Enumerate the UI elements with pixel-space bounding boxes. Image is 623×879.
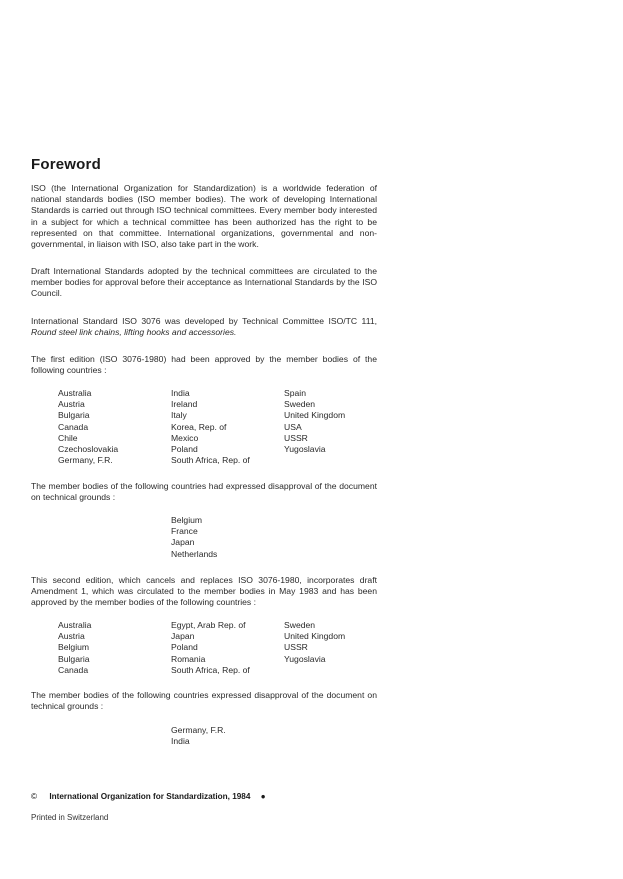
foreword-paragraph-drafts: Draft International Standards adopted by the technical committees are circulated to the member bodies for approval before their acceptance as International Standards by the ISO Council. bbox=[31, 266, 377, 299]
country-item: Yugoslavia bbox=[284, 444, 326, 455]
country-item: Mexico bbox=[171, 432, 199, 443]
country-item: Spain bbox=[284, 388, 306, 398]
country-item: USA bbox=[284, 421, 302, 432]
country-item: India bbox=[171, 736, 190, 747]
foreword-paragraph-iso: ISO (the International Organization for Standardization) is a worldwide federation of national standards bodies (ISO member bodies). The work of developing International Standards is carried out through ISO technical committees. Every member body interested in a subject for which a technical committee has been authorized has the right to be represented on that committee. International organizations, governmental and non-governmental, in liaison with ISO, also take part in the work. bbox=[31, 183, 377, 250]
country-item: Netherlands bbox=[171, 548, 218, 559]
country-item: Romania bbox=[171, 653, 206, 664]
country-item: United Kingdom bbox=[284, 631, 346, 642]
country-column-3 bbox=[284, 388, 345, 455]
copyright-text: International Organization for Standardization, 1984 bbox=[49, 792, 251, 801]
country-item: Japan bbox=[171, 537, 195, 548]
country-item: Chile bbox=[58, 432, 78, 443]
committee-title: Round steel link chains, lifting hooks and accessories. bbox=[31, 327, 237, 338]
second-edition-disapproval-list bbox=[171, 725, 226, 747]
country-item: Australia bbox=[58, 388, 92, 398]
foreword-paragraph-second-edition: This second edition, which cancels and replaces ISO 3076-1980, incorporates draft Amendment 1, which was circulated to the member bodies in May 1983 and has been approved by the member bodies of the following countries : bbox=[31, 575, 377, 608]
country-item: Bulgaria bbox=[58, 410, 90, 421]
country-item: Belgium bbox=[58, 642, 90, 653]
country-item: France bbox=[171, 526, 198, 537]
country-item: USSR bbox=[284, 642, 308, 653]
country-item: Canada bbox=[58, 664, 89, 675]
page-title: Foreword bbox=[31, 156, 101, 173]
country-item: Belgium bbox=[171, 515, 203, 525]
country-item: Germany, F.R. bbox=[171, 725, 226, 735]
country-item: Italy bbox=[171, 410, 187, 421]
country-item: Czechoslovakia bbox=[58, 444, 119, 455]
foreword-paragraph-second-disapproval: The member bodies of the following countries expressed disapproval of the document on technical grounds : bbox=[31, 690, 377, 712]
country-item: Austria bbox=[58, 399, 85, 410]
country-item: South Africa, Rep. of bbox=[171, 664, 250, 675]
first-edition-disapproval-list bbox=[171, 515, 217, 560]
country-column-3 bbox=[284, 620, 345, 665]
foreword-paragraph-development bbox=[31, 316, 377, 338]
country-item: South Africa, Rep. of bbox=[171, 455, 250, 466]
country-column-2 bbox=[171, 620, 250, 676]
country-item: Australia bbox=[58, 620, 92, 630]
country-item: Germany, F.R. bbox=[58, 455, 113, 466]
country-column-2 bbox=[171, 388, 250, 466]
foreword-paragraph-first-disapproval: The member bodies of the following countries had expressed disapproval of the document on technical grounds : bbox=[31, 481, 377, 503]
country-item: Austria bbox=[58, 631, 85, 642]
country-item: Poland bbox=[171, 642, 198, 653]
country-column-1 bbox=[58, 388, 118, 466]
country-item: USSR bbox=[284, 432, 308, 443]
country-item: Sweden bbox=[284, 620, 316, 630]
country-item: Japan bbox=[171, 631, 195, 642]
foreword-paragraph-first-edition: The first edition (ISO 3076-1980) had been approved by the member bodies of the following countries : bbox=[31, 354, 377, 376]
country-item: Yugoslavia bbox=[284, 653, 326, 664]
development-text: International Standard ISO 3076 was developed by Technical Committee ISO/TC 111, bbox=[31, 316, 377, 326]
copyright-icon: © bbox=[31, 792, 38, 801]
country-column-1 bbox=[58, 620, 91, 676]
country-item: India bbox=[171, 388, 190, 398]
country-item: Canada bbox=[58, 421, 89, 432]
bullet-icon: ● bbox=[260, 792, 266, 801]
country-item: Ireland bbox=[171, 399, 198, 410]
country-item: Sweden bbox=[284, 399, 316, 410]
copyright-line bbox=[31, 792, 266, 801]
country-item: Korea, Rep. of bbox=[171, 421, 227, 432]
country-item: Poland bbox=[171, 444, 198, 455]
printed-in-note: Printed in Switzerland bbox=[31, 813, 109, 822]
country-item: Egypt, Arab Rep. of bbox=[171, 620, 246, 630]
country-item: Bulgaria bbox=[58, 653, 90, 664]
country-item: United Kingdom bbox=[284, 410, 346, 421]
